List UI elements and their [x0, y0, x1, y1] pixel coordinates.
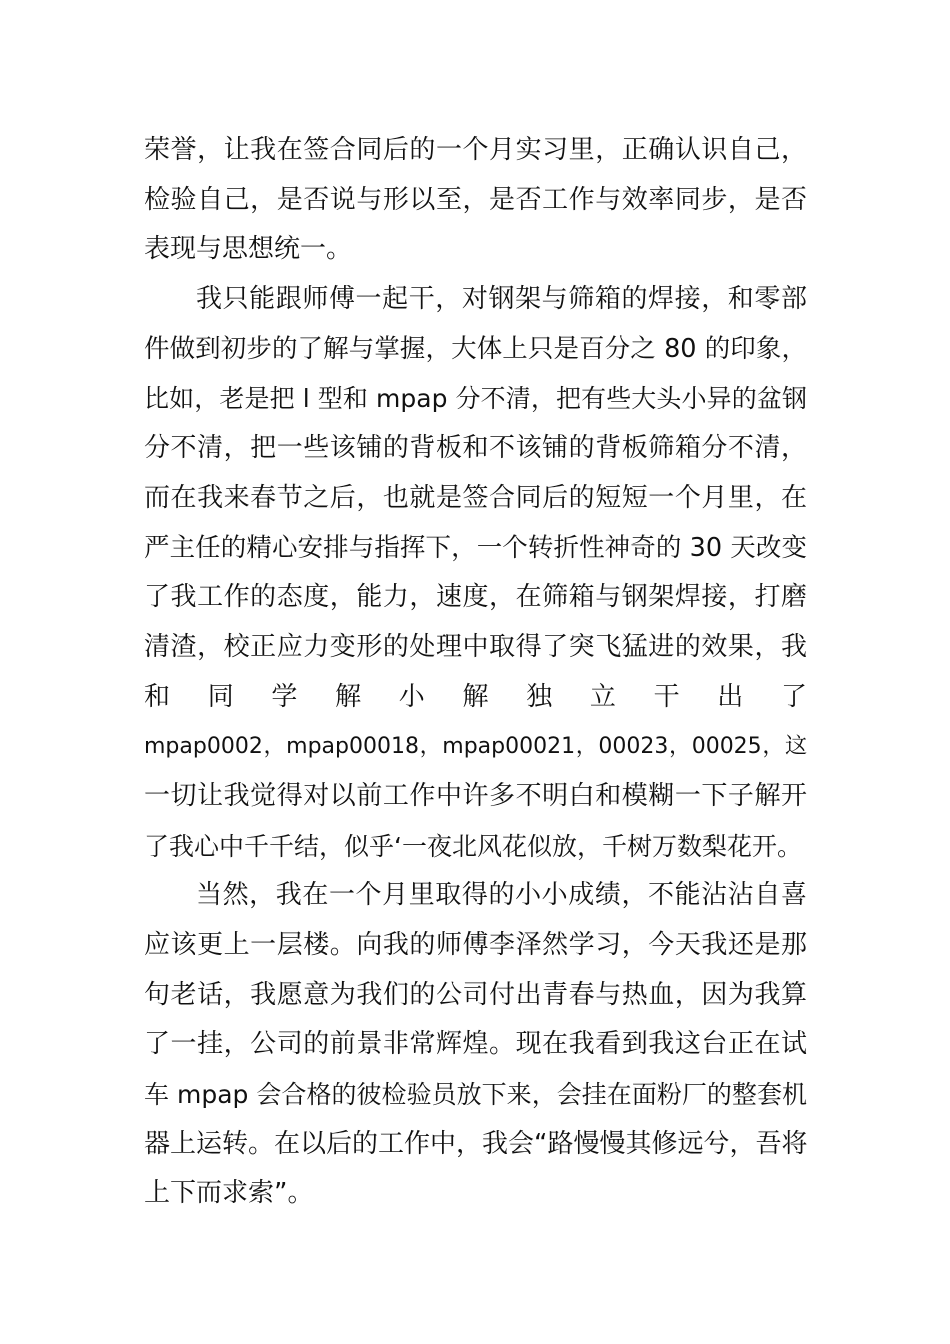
paragraph-line: 严主任的精心安排与指挥下，一个转折性神奇的 30 天改变 [144, 532, 807, 563]
paragraph-line: 和 同 学 解 小 解 独 立 干 出 了 [144, 681, 807, 712]
paragraph-line: 了我心中千千结，似乎‘一夜北风花似放，千树万数梨花开。 [144, 831, 802, 861]
paragraph-line: 车 mpap 会合格的彼检验员放下来，会挂在面粉厂的整套机 [144, 1080, 807, 1110]
paragraph-line: 一切让我觉得对以前工作中许多不明白和模糊一下子解开 [144, 780, 807, 811]
paragraph-line: 表现与思想统一。 [144, 234, 353, 265]
paragraph-line: 检验自己，是否说与形以至，是否工作与效率同步，是否 [144, 184, 807, 215]
paragraph-line: 件做到初步的了解与掌握，大体上只是百分之 80 的印象， [144, 333, 807, 364]
paragraph-line: 上下而求索”。 [144, 1178, 314, 1209]
paragraph-line: 而在我来春节之后，也就是签合同后的短短一个月里，在 [144, 482, 807, 513]
document-body [144, 126, 807, 1219]
paragraph-line: 句老话，我愿意为我们的公司付出青春与热血，因为我算 [144, 979, 807, 1010]
paragraph-line: 荣誉，让我在签合同后的一个月实习里，正确认识自己， [144, 135, 807, 165]
paragraph-line: 清渣，校正应力变形的处理中取得了突飞猛进的效果，我 [144, 631, 807, 662]
paragraph-line: 器上运转。在以后的工作中，我会“路慢慢其修远兮，吾将 [144, 1128, 807, 1159]
paragraph-line: 当然，我在一个月里取得的小小成绩，不能沾沾自喜 [196, 880, 807, 911]
paragraph-line: 应该更上一层楼。向我的师傅李泽然学习，今天我还是那 [144, 930, 807, 960]
paragraph-line: 了一挂，公司的前景非常辉煌。现在我看到我这台正在试 [144, 1029, 807, 1060]
paragraph-line: mpap0002，mpap00018，mpap00021，00023，00025，这 [144, 734, 807, 760]
paragraph-line: 比如，老是把 l 型和 mpap 分不清，把有些大头小异的盆钢 [144, 384, 807, 414]
paragraph-line: 了我工作的态度，能力，速度，在筛箱与钢架焊接，打磨 [144, 582, 807, 613]
paragraph-line: 分不清，把一些该铺的背板和不该铺的背板筛箱分不清， [144, 433, 807, 464]
paragraph-line: 我只能跟师傅一起干，对钢架与筛箱的焊接，和零部 [196, 284, 807, 315]
